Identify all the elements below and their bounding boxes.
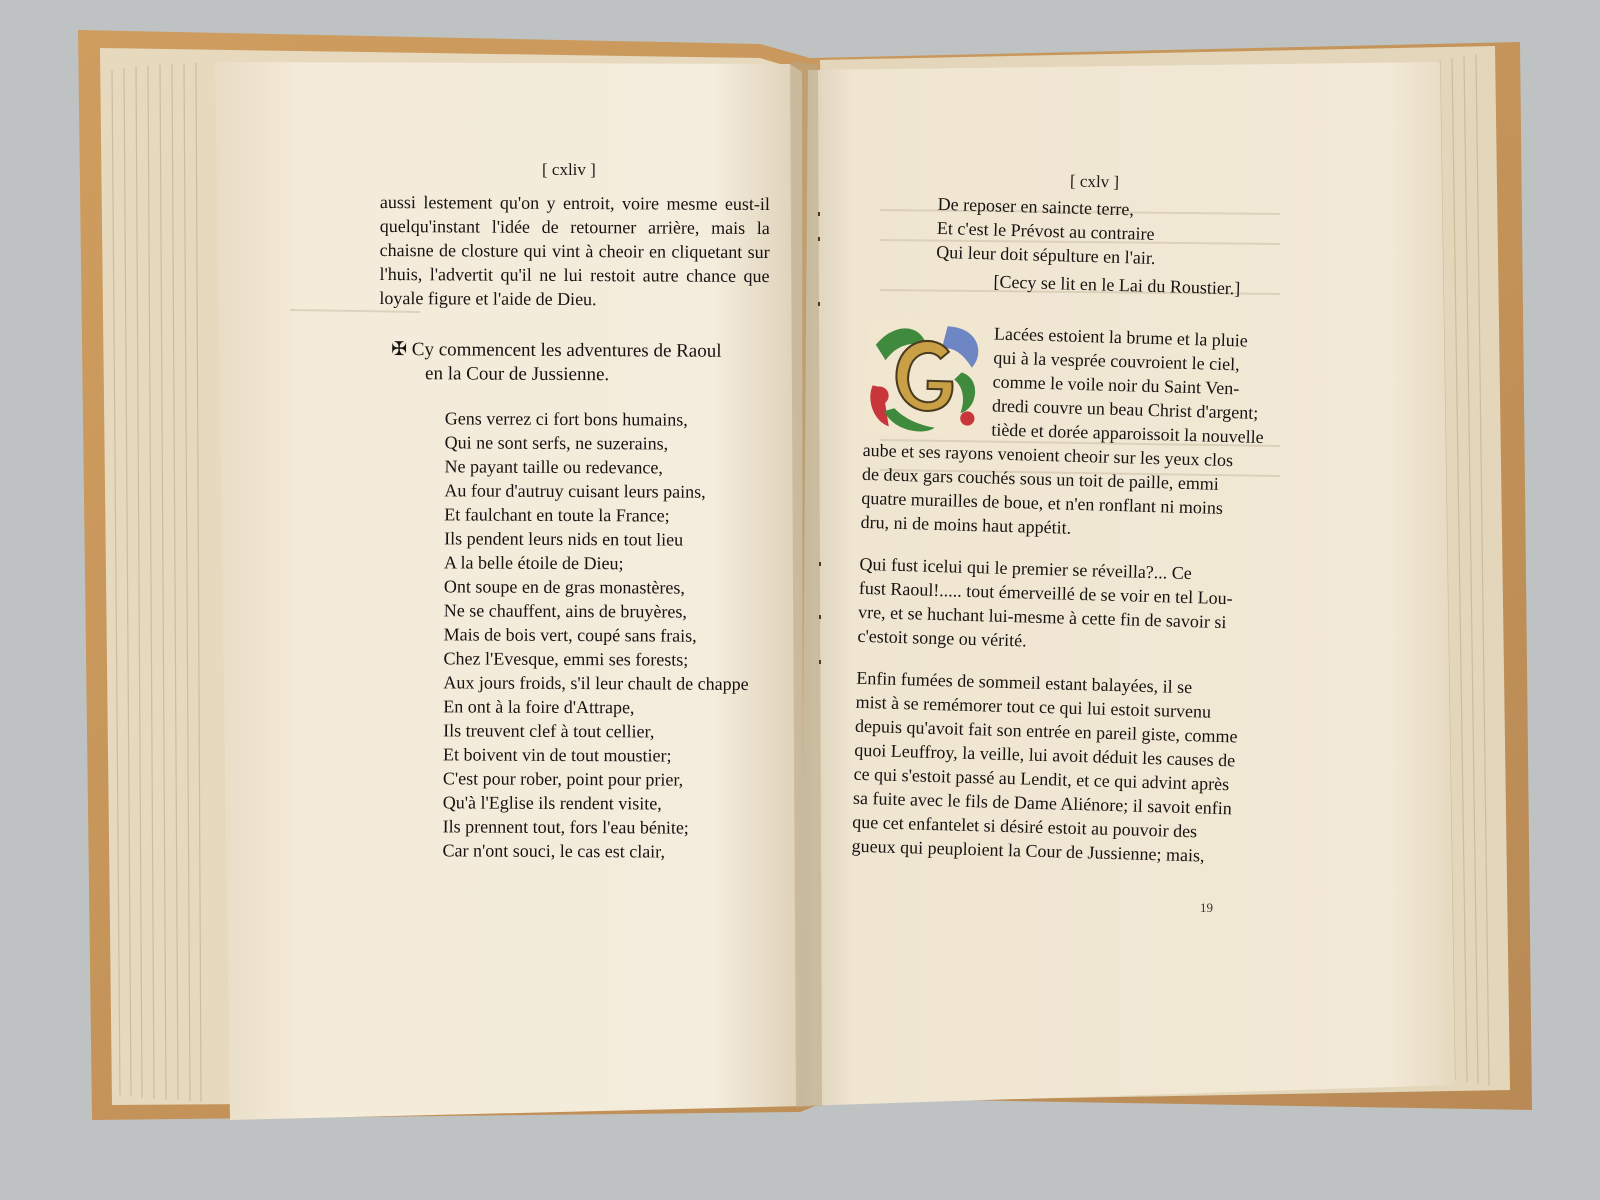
text-line: qui à la vesprée couvroient le ciel, <box>993 347 1240 375</box>
text-line: Lacées estoient la brume et la pluie <box>993 323 1249 351</box>
left-verse <box>376 406 768 864</box>
text-line: sa fuite avec le fils de Dame Aliénore; il savoit enfin <box>852 787 1233 819</box>
text-line: quelqu'instant l'idée de retourner arrière, mais la <box>379 215 770 239</box>
text-line: de deux gars couchés sous un toit de paille, emmi <box>861 463 1220 494</box>
verse-line: Chez l'Evesque, emmi ses forests; <box>443 648 689 670</box>
text-line: vre, et se huchant lui-mesme à cette fin de savoir si <box>857 601 1227 633</box>
text-line: Enfin fumées de sommeil estant balayées, il se <box>856 667 1193 698</box>
verse-line: Ils pendent leurs nids en tout lieu <box>444 528 684 550</box>
text-line: loyale figure et l'aide de Dieu. <box>379 287 597 310</box>
text-line: fust Raoul!..... tout émerveillé de se voir en tel Lou- <box>858 577 1233 609</box>
verse-line: En ont à la foire d'Attrape, <box>443 696 635 718</box>
text-line: gueux qui peuploient la Cour de Jussienne; mais, <box>851 835 1205 866</box>
text-line: que cet enfantelet si désiré estoit au pouvoir des <box>852 811 1198 842</box>
verse-line: Ne payant taille ou redevance, <box>444 456 663 478</box>
heading-line: en la Cour de Jussienne. <box>424 363 610 386</box>
right-page-text <box>851 190 1289 869</box>
text-line: chaisne de closture qui vint à cheoir en cliquetant sur <box>379 239 770 263</box>
text-line: depuis qu'avoit fait son entrée en pareil giste, comme <box>854 715 1238 747</box>
chapter-heading <box>379 338 769 388</box>
verse-line: Au four d'autruy cuisant leurs pains, <box>444 480 706 502</box>
verse-line: Qu'à l'Eglise ils rendent visite, <box>442 792 662 814</box>
text-line: ce qui s'estoit passé au Lendit, et ce qui advint après <box>853 763 1230 795</box>
verse-line: Car n'ont souci, le cas est clair, <box>442 840 666 862</box>
verse-line: Ils prennent tout, fors l'eau bénite; <box>442 816 689 838</box>
text-line: Qui fust icelui qui le premier se réveilla?... Ce <box>859 553 1193 584</box>
verse-line: Ont soupe en de gras monastères, <box>443 576 685 598</box>
text-line: l'huis, l'advertit qu'il ne lui restoit autre chance que <box>379 263 770 287</box>
verse-line: Aux jours froids, s'il leur chault de chappe <box>443 672 749 694</box>
verse-line: Mais de bois vert, coupé sans frais, <box>443 624 697 646</box>
verse-line: Et boivent vin de tout moustier; <box>442 744 672 766</box>
right-folio: [ cxlv ] <box>1069 171 1120 192</box>
illuminated-initial-icon <box>863 314 988 439</box>
paragraph <box>857 552 1280 660</box>
verse-line: Ne se chauffent, ains de bruyères, <box>443 600 687 622</box>
verse-line: Et faulchant en toute la France; <box>444 504 670 526</box>
left-page-text <box>376 190 770 864</box>
text-line: mist à se remémorer tout ce qui lui estoit survenu <box>855 691 1212 722</box>
page-number: 19 <box>1200 900 1213 915</box>
verse-line: A la belle étoile de Dieu; <box>443 552 624 574</box>
text-line: aube et ses rayons venoient cheoir sur les yeux clos <box>862 439 1234 471</box>
rubric: [Cecy se lit en le Lai du Roustier.] <box>993 271 1241 299</box>
left-folio: [ cxliv ] <box>542 160 596 179</box>
left-intro-paragraph <box>379 190 770 312</box>
text-line: quatre murailles de boue, et n'en ronflant ni moins <box>861 487 1224 518</box>
text-line: tiède et dorée apparoissoit la nouvelle <box>991 419 1264 448</box>
verse-line: De reposer en saincte terre, <box>937 193 1135 220</box>
illuminated-paragraph <box>860 318 1286 546</box>
verse-line: Gens verrez ci fort bons humains, <box>444 408 688 430</box>
verse-line: C'est pour rober, point pour prier, <box>442 768 684 790</box>
ornament-icon: ✠ <box>391 339 412 361</box>
verse-line: Qui leur doit sépulture en l'air. <box>936 241 1156 268</box>
verse-line: Et c'est le Prévost au contraire <box>936 217 1155 244</box>
heading-line: Cy commencent les adventures de Raoul <box>411 339 722 362</box>
text-line: comme le voile noir du Saint Ven- <box>992 371 1240 399</box>
verse-line: Qui ne sont serfs, ne suzerains, <box>444 432 669 454</box>
text-line: dredi couvre un beau Christ d'argent; <box>991 395 1259 423</box>
text-line: c'estoit songe ou vérité. <box>857 625 1027 651</box>
text-line: dru, ni de moins haut appétit. <box>860 511 1072 538</box>
text-line: aussi lestement qu'on y entroit, voire mesme eust-il <box>379 191 770 215</box>
paragraph <box>851 666 1276 870</box>
verse-line: Ils treuvent clef à tout cellier, <box>443 720 655 742</box>
text-line: quoi Leuffroy, la veille, lui avoit déduit les causes de <box>854 739 1236 771</box>
right-verse <box>868 190 1290 274</box>
